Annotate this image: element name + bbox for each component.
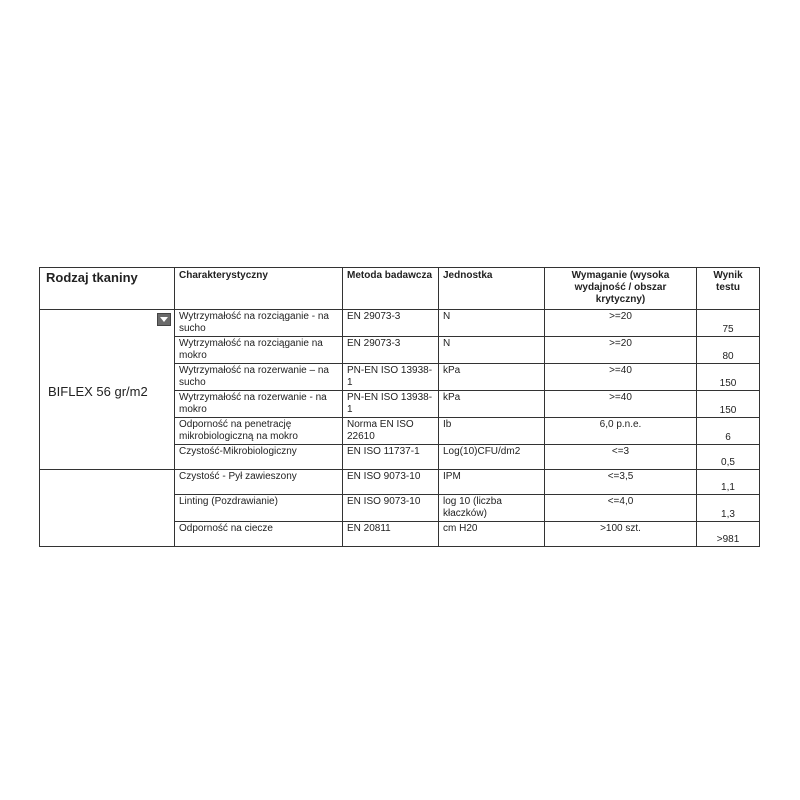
cell-requirement: <=4,0: [545, 495, 697, 522]
cell-method: PN-EN ISO 13938-1: [343, 391, 439, 418]
cell-characteristic: Wytrzymałość na rozerwanie - na mokro: [175, 391, 343, 418]
cell-method: PN-EN ISO 13938-1: [343, 364, 439, 391]
cell-unit: IPM: [439, 470, 545, 495]
cell-method: EN 20811: [343, 522, 439, 547]
cell-unit: Ib: [439, 418, 545, 445]
cell-unit: kPa: [439, 364, 545, 391]
cell-result: 80: [697, 337, 760, 364]
cell-result: 6: [697, 418, 760, 445]
fabric-cell-empty: [40, 470, 175, 547]
cell-characteristic: Odporność na penetrację mikrobiologiczną na mokro: [175, 418, 343, 445]
cell-method: Norma EN ISO 22610: [343, 418, 439, 445]
cell-unit: Log(10)CFU/dm2: [439, 445, 545, 470]
cell-method: EN ISO 9073-10: [343, 495, 439, 522]
cell-method: EN ISO 11737-1: [343, 445, 439, 470]
header-method: Metoda badawcza: [343, 268, 439, 310]
header-requirement: Wymaganie (wysoka wydajność / obszar krytyczny): [545, 268, 697, 310]
cell-characteristic: Linting (Pozdrawianie): [175, 495, 343, 522]
table-header-row: [40, 268, 760, 310]
cell-result: 75: [697, 310, 760, 337]
cell-requirement: >=40: [545, 364, 697, 391]
cell-result: 150: [697, 364, 760, 391]
cell-requirement: <=3,5: [545, 470, 697, 495]
header-result: Wynik testu: [697, 268, 760, 310]
cell-characteristic: Czystość - Pył zawieszony: [175, 470, 343, 495]
table-row: [40, 470, 760, 495]
cell-requirement: >100 szt.: [545, 522, 697, 547]
cell-result: 0,5: [697, 445, 760, 470]
header-characteristic: Charakterystyczny: [175, 268, 343, 310]
table-row: [40, 310, 760, 337]
cell-method: EN ISO 9073-10: [343, 470, 439, 495]
cell-requirement: >=20: [545, 337, 697, 364]
dropdown-arrow-icon[interactable]: [157, 313, 171, 326]
cell-requirement: >=40: [545, 391, 697, 418]
cell-characteristic: Wytrzymałość na rozciąganie - na sucho: [175, 310, 343, 337]
cell-result: >981: [697, 522, 760, 547]
cell-unit: N: [439, 310, 545, 337]
header-fabric-type: Rodzaj tkaniny: [40, 268, 175, 310]
cell-unit: N: [439, 337, 545, 364]
cell-result: 1,1: [697, 470, 760, 495]
cell-characteristic: Wytrzymałość na rozciąganie na mokro: [175, 337, 343, 364]
cell-requirement: 6,0 p.n.e.: [545, 418, 697, 445]
cell-result: 1,3: [697, 495, 760, 522]
cell-method: EN 29073-3: [343, 310, 439, 337]
cell-requirement: <=3: [545, 445, 697, 470]
header-unit: Jednostka: [439, 268, 545, 310]
cell-unit: kPa: [439, 391, 545, 418]
cell-unit: cm H20: [439, 522, 545, 547]
fabric-name: BIFLEX 56 gr/m2: [48, 383, 148, 399]
cell-method: EN 29073-3: [343, 337, 439, 364]
fabric-cell: [40, 310, 175, 470]
cell-characteristic: Wytrzymałość na rozerwanie – na sucho: [175, 364, 343, 391]
cell-requirement: >=20: [545, 310, 697, 337]
cell-unit: log 10 (liczba kłaczków): [439, 495, 545, 522]
cell-characteristic: Odporność na ciecze: [175, 522, 343, 547]
cell-result: 150: [697, 391, 760, 418]
cell-characteristic: Czystość-Mikrobiologiczny: [175, 445, 343, 470]
specification-table: [39, 267, 760, 547]
